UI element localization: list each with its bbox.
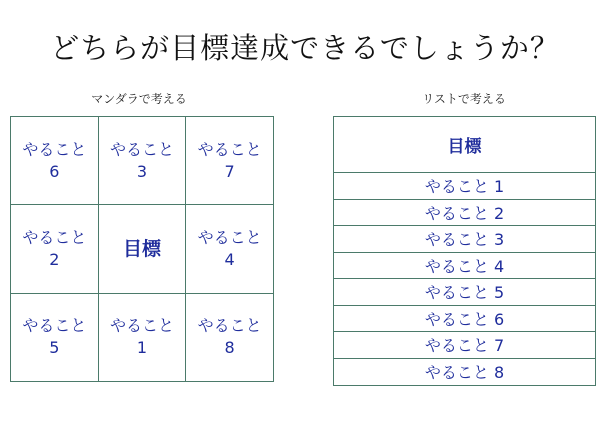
mandala-grid: [10, 116, 274, 382]
list-item: やること 7: [334, 332, 595, 359]
mandala-cell-todo-8: [186, 294, 274, 382]
list-caption: リストで考える: [422, 92, 506, 106]
cell-label: やること: [22, 227, 87, 247]
goal-label: 目標: [122, 237, 161, 260]
cell-label: やること: [22, 139, 87, 159]
page-title: どちらが目標達成できるでしょうか？: [50, 31, 560, 65]
list-item: やること 6: [334, 306, 595, 333]
mandala-cell-todo-1: [99, 294, 187, 382]
list-item: やること 3: [334, 226, 595, 253]
cell-label: やること: [197, 139, 262, 159]
list-item: やること 8: [424, 363, 505, 383]
goal-list: [333, 116, 596, 386]
mandala-cell-todo-2: [11, 205, 99, 293]
list-item: やること 2: [334, 200, 595, 227]
cell-label: やること: [109, 139, 174, 159]
mandala-cell-todo-3: [99, 117, 187, 205]
mandala-cell-todo-4: [186, 205, 274, 293]
list-item: やること 4: [334, 253, 595, 280]
cell-number: 8: [224, 338, 235, 358]
list-header-goal: 目標: [334, 117, 595, 173]
cell-number: 6: [49, 161, 60, 181]
mandala-cell-todo-6: [11, 117, 99, 205]
cell-number: 2: [49, 249, 60, 269]
cell-label: やること: [197, 227, 262, 247]
cell-label: やること: [109, 316, 174, 336]
mandala-cell-goal: [99, 205, 187, 293]
mandala-caption: マンダラで考える: [91, 92, 187, 106]
cell-number: 1: [136, 338, 148, 358]
mandala-cell-todo-5: [11, 294, 99, 382]
cell-number: 7: [224, 161, 235, 181]
cell-label: やること: [197, 316, 262, 336]
mandala-cell-todo-7: [186, 117, 274, 205]
cell-number: 4: [224, 249, 235, 269]
list-item: やること 1: [334, 173, 595, 200]
cell-number: 5: [49, 338, 60, 358]
list-item: やること 5: [334, 279, 595, 306]
cell-label: やること: [22, 316, 87, 336]
cell-number: 3: [136, 161, 148, 181]
